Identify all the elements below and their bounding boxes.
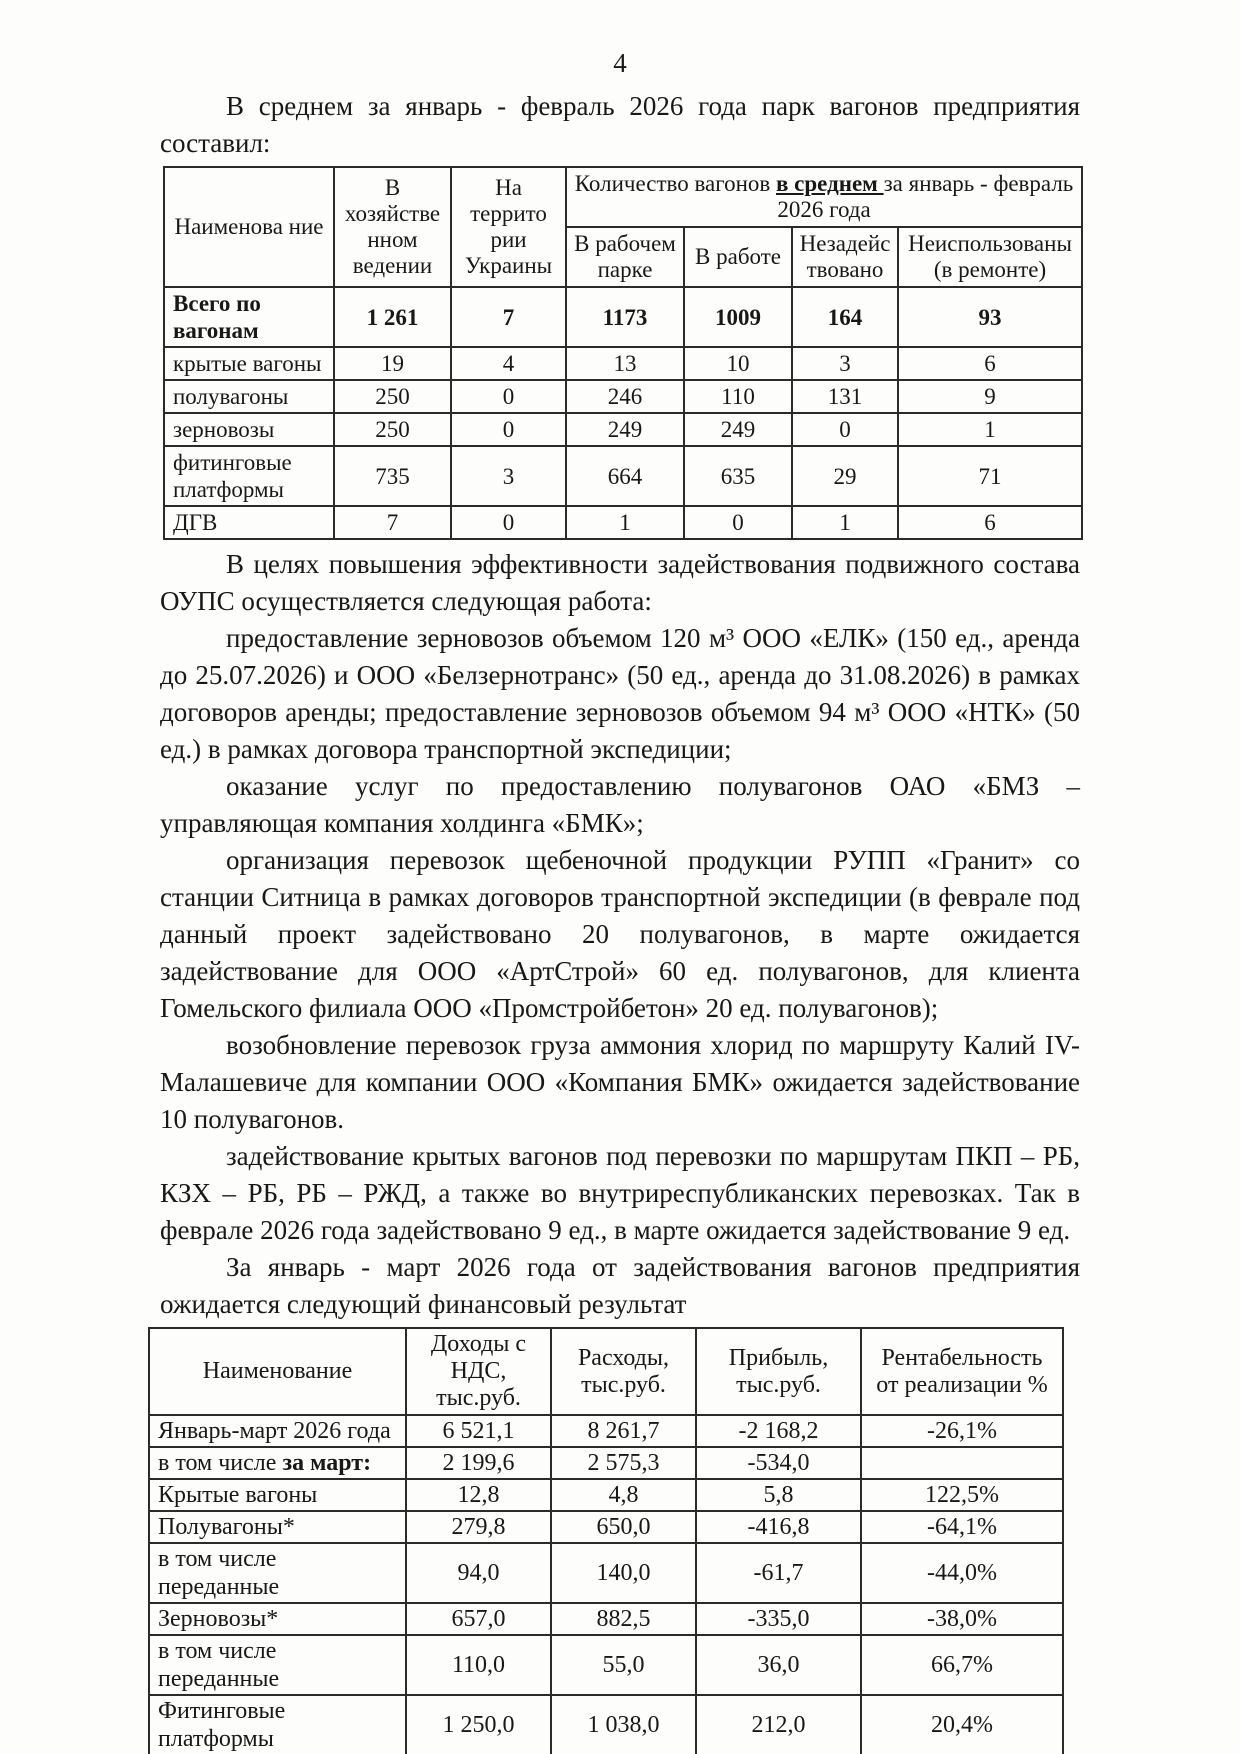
table-cell: 6 521,1 [406, 1415, 551, 1447]
table-cell: -335,0 [696, 1603, 861, 1635]
column-header-ownership: В хозяйстве нном ведении [334, 167, 451, 287]
column-header-working-park: В рабочем парке [566, 227, 684, 287]
table-row [149, 1479, 1063, 1511]
table-row [149, 1543, 1063, 1603]
table-cell: -38,0% [861, 1603, 1063, 1635]
table-cell: 19 [334, 347, 451, 380]
quantity-header-suffix: за январь - февраль 2026 года [777, 171, 1074, 222]
table-cell: 66,7% [861, 1635, 1063, 1695]
table-cell: 249 [566, 413, 684, 446]
table-row [164, 380, 1082, 413]
table-row [149, 1415, 1063, 1447]
table-row [164, 506, 1082, 539]
column-header-quantity [566, 167, 1082, 227]
column-header-ukraine: На террито рии Украины [451, 167, 566, 287]
table-cell: 6 [898, 506, 1082, 539]
table-row [149, 1603, 1063, 1635]
table-cell: 1 [792, 506, 898, 539]
row-label: полувагоны [164, 380, 334, 413]
table-cell: 93 [898, 287, 1082, 347]
table-cell: 2 575,3 [551, 1447, 696, 1479]
table-cell: -534,0 [696, 1447, 861, 1479]
table-cell: 140,0 [551, 1543, 696, 1603]
table-cell: 12,8 [406, 1479, 551, 1511]
table-cell: 29 [792, 446, 898, 506]
row-label-text: Полувагоны* [158, 1514, 295, 1540]
table-cell: 8 261,7 [551, 1415, 696, 1447]
row-label-text: в том числе переданные [158, 1546, 280, 1600]
column-header-idle: Незадейс твовано [792, 227, 898, 287]
table-cell: 55,0 [551, 1635, 696, 1695]
row-label-text: в том числе [158, 1450, 283, 1476]
table-cell: 1 250,0 [406, 1695, 551, 1754]
table-cell: 0 [684, 506, 792, 539]
table-cell: 657,0 [406, 1603, 551, 1635]
table-cell: 3 [792, 347, 898, 380]
table-row [164, 413, 1082, 446]
row-label: фитинговые платформы [164, 446, 334, 506]
paragraph-ammonium-chloride: возобновление перевозок груза аммония хлорид по маршруту Калий IV-Малашевиче для компании ООО «Компания БМК» ожидается задействование 10 полувагонов. [160, 1030, 1080, 1134]
table-cell: 1 [898, 413, 1082, 446]
row-label-text: Крытые вагоны [158, 1482, 318, 1508]
column-header-name: Наименование [149, 1328, 406, 1415]
paragraph-crushed-stone-transport: организация перевозок щебеночной продукции РУПП «Гранит» со станции Ситница в рамках договоров транспортной экспедиции (в феврале под данный проект задействовано 20 полувагонов, в марте ожидается задействование для ООО «АртСтрой» 60 ед. полувагонов, для клиента Гомельского филиала ООО «Промстройбетон» 20 ед. полувагонов); [160, 845, 1080, 1023]
table-cell: 4,8 [551, 1479, 696, 1511]
table-cell: 650,0 [551, 1511, 696, 1543]
row-label [149, 1511, 406, 1543]
intro-paragraph: В среднем за январь - февраль 2026 года парк вагонов предприятия составил: [160, 91, 1080, 158]
table-cell: 664 [566, 446, 684, 506]
table-cell: 164 [792, 287, 898, 347]
row-label [149, 1415, 406, 1447]
table-cell: 882,5 [551, 1603, 696, 1635]
table-cell: 1 261 [334, 287, 451, 347]
column-header-in-work: В работе [684, 227, 792, 287]
table-cell: -44,0% [861, 1543, 1063, 1603]
column-header-unused: Неиспользованы (в ремонте) [898, 227, 1082, 287]
row-label: ДГВ [164, 506, 334, 539]
table-cell: 635 [684, 446, 792, 506]
table-cell: -416,8 [696, 1511, 861, 1543]
row-label-text: Январь-март 2026 года [158, 1418, 391, 1444]
row-label: крытые вагоны [164, 347, 334, 380]
table-cell: 36,0 [696, 1635, 861, 1695]
table-cell: -2 168,2 [696, 1415, 861, 1447]
table-row-total [164, 287, 1082, 347]
table-cell: 249 [684, 413, 792, 446]
paragraph-covered-wagons-routes: задействование крытых вагонов под перевозки по маршрутам ПКП – РБ, КЗХ – РБ, РБ – РЖД, а также во внутриреспубликанских перевозках. Так в феврале 2026 года задействовано 9 ед., в марте ожидается задействование 9 ед. [160, 1141, 1080, 1245]
table-cell: 0 [451, 506, 566, 539]
paragraph-efficiency-intro: В целях повышения эффективности задействования подвижного состава ОУПС осуществляется следующая работа: [160, 549, 1080, 616]
table-cell: 279,8 [406, 1511, 551, 1543]
table-cell: 20,4% [861, 1695, 1063, 1754]
row-label [149, 1479, 406, 1511]
column-header-profit: Прибыль, тыс.руб. [696, 1328, 861, 1415]
quantity-header-emphasis: в среднем [776, 171, 884, 196]
table-cell: 110 [684, 380, 792, 413]
table-cell: 10 [684, 347, 792, 380]
table-cell: 2 199,6 [406, 1447, 551, 1479]
table-row [149, 1447, 1063, 1479]
column-header-expense: Расходы, тыс.руб. [551, 1328, 696, 1415]
table-cell: 250 [334, 413, 451, 446]
row-label-text: Фитинговые платформы [158, 1698, 286, 1752]
table-cell: 110,0 [406, 1635, 551, 1695]
table-cell: 1 [566, 506, 684, 539]
row-label-text: Зерновозы* [158, 1606, 279, 1632]
table-cell: 0 [451, 380, 566, 413]
table-cell: 0 [792, 413, 898, 446]
table-cell: 1009 [684, 287, 792, 347]
finance-table [148, 1327, 1064, 1754]
table-row [164, 446, 1082, 506]
table-cell: 3 [451, 446, 566, 506]
table-cell: 735 [334, 446, 451, 506]
row-label: Всего по вагонам [164, 287, 334, 347]
table-cell: 0 [451, 413, 566, 446]
paragraph-gondola-services: оказание услуг по предоставлению полувагонов ОАО «БМЗ – управляющая компания холдинга «БМК»; [160, 771, 1080, 838]
table-cell: 122,5% [861, 1479, 1063, 1511]
table-cell: 71 [898, 446, 1082, 506]
table-cell: 1173 [566, 287, 684, 347]
table-cell: -64,1% [861, 1511, 1063, 1543]
column-header-name: Наименова ние [164, 167, 334, 287]
table-row [149, 1635, 1063, 1695]
table-cell: 5,8 [696, 1479, 861, 1511]
row-label [149, 1447, 406, 1479]
table-cell: 6 [898, 347, 1082, 380]
column-header-profitability: Рентабельность от реализации % [861, 1328, 1063, 1415]
table-cell: 94,0 [406, 1543, 551, 1603]
paragraph-grain-wagons-lease: предоставление зерновозов объемом 120 м³ ООО «ЕЛК» (150 ед., аренда до 25.07.2026) и ООО «Белзернотранс» (50 ед., аренда до 31.08.2026) в рамках договоров аренды; предоставление зерновозов объемом 94 м³ ООО «НТК» (50 ед.) в рамках договора транспортной экспедиции; [160, 623, 1080, 764]
table-row [164, 347, 1082, 380]
table-header-row [149, 1328, 1063, 1415]
table-header-row [164, 167, 1082, 227]
table-cell [861, 1447, 1063, 1479]
table-cell: 7 [451, 287, 566, 347]
table-cell: 131 [792, 380, 898, 413]
wagon-park-table [163, 166, 1083, 540]
page-number: 4 [613, 48, 627, 78]
row-label-text: в том числе переданные [158, 1638, 280, 1692]
table-cell: 246 [566, 380, 684, 413]
column-header-income: Доходы с НДС, тыс.руб. [406, 1328, 551, 1415]
table-row [149, 1511, 1063, 1543]
table-cell: 13 [566, 347, 684, 380]
table-cell: -26,1% [861, 1415, 1063, 1447]
table-cell: 7 [334, 506, 451, 539]
row-label: зерновозы [164, 413, 334, 446]
table-cell: 9 [898, 380, 1082, 413]
table-cell: -61,7 [696, 1543, 861, 1603]
row-label-bold: за март: [282, 1450, 372, 1476]
table-cell: 1 038,0 [551, 1695, 696, 1754]
row-label [149, 1635, 406, 1695]
table-row [149, 1695, 1063, 1754]
table-cell: 212,0 [696, 1695, 861, 1754]
table-cell: 4 [451, 347, 566, 380]
quantity-header-prefix: Количество вагонов [574, 171, 776, 196]
row-label [149, 1695, 406, 1754]
row-label [149, 1603, 406, 1635]
row-label [149, 1543, 406, 1603]
table-cell: 250 [334, 380, 451, 413]
paragraph-financial-result-intro: За январь - март 2026 года от задействования вагонов предприятия ожидается следующий финансовый результат [160, 1252, 1080, 1319]
